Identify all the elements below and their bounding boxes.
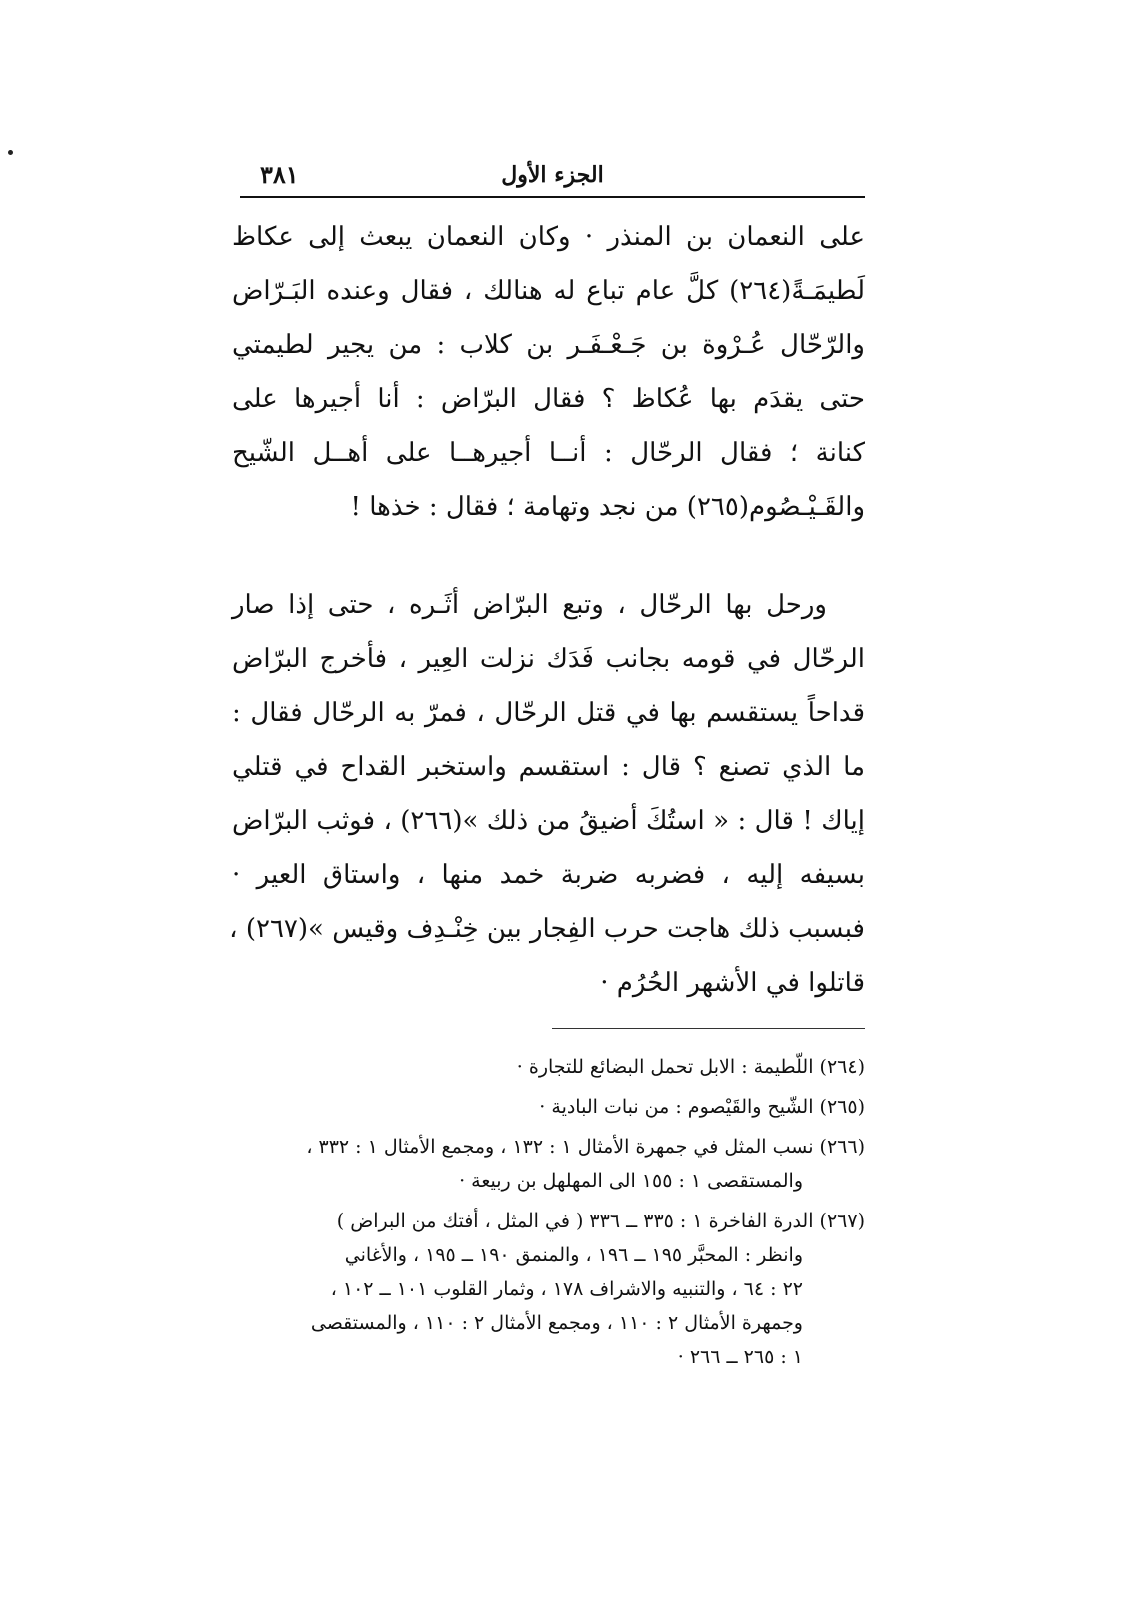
text-line: الرحّال في قومه بجانب فَدَك نزلت العِير ، فأخرج البرّاض [232,644,865,674]
text-line: حتى يقدَم بها عُكاظ ؟ فقال البرّاض : أنا أجيرها على [232,384,865,414]
text-line: قداحاً يستقسم بها في قتل الرحّال ، فمرّ به الرحّال فقال : [232,698,865,728]
footnote-265 [238,1090,865,1124]
running-header [240,160,865,194]
footnote-line: وانظر : المحبَّر ١٩٥ ــ ١٩٦ ، والمنمق ١٩٠ ــ ١٩٥ ، والأغاني [344,1244,803,1266]
text-line: إياك ! قال : « استُكَ أضيقُ من ذلك »(٢٦٦) ، فوثب البرّاض [232,806,865,836]
text-line: بسيفه إليه ، فضربه ضربة خمد منها ، واستاق العير · [232,860,865,890]
page-number: ٣٨١ [260,160,299,189]
text-line: قاتلوا في الأشهر الحُرُم · [600,968,865,998]
footnote-line: ٢٢ : ٦٤ ، والتنبيه والاشراف ١٧٨ ، وثمار القلوب ١٠١ ــ ١٠٢ ، [330,1278,803,1300]
footnote-line: (٢٦٥) الشّيح والقَيْصوم : من نبات البادية · [539,1096,865,1118]
text-line: كنانة ؛ فقال الرحّال : أنــا أجيرهــا على أهــل الشّيح [232,438,865,468]
footnote-rule [552,1028,865,1029]
footnote-267 [238,1204,865,1374]
footnotes [238,1050,865,1380]
footnote-line: والمستقصى ١ : ١٥٥ الى المهلهل بن ربيعة · [459,1170,803,1192]
footnote-line: وجمهرة الأمثال ٢ : ١١٠ ، ومجمع الأمثال ٢ : ١١٠ ، والمستقصى [310,1312,803,1334]
footnote-266 [238,1130,865,1198]
footnote-line: (٢٦٦) نسب المثل في جمهرة الأمثال ١ : ١٣٢ ، ومجمع الأمثال ١ : ٣٣٢ ، [306,1136,865,1158]
text-line: لَطيمَـةً(٢٦٤) كلَّ عام تباع له هنالك ، فقال وعنده البَـرّاض [232,276,865,306]
header-rule [240,196,865,198]
footnote-line: ١ : ٢٦٥ ــ ٢٦٦ · [677,1346,803,1368]
paragraph-2 [229,578,865,1010]
paragraph-1 [232,210,865,534]
footnote-line: (٢٦٧) الدرة الفاخرة ١ : ٣٣٥ ــ ٣٣٦ ( في المثل ، أفتك من البراض ) [336,1210,865,1232]
scan-speck [8,150,13,155]
text-line: فبسبب ذلك هاجت حرب الفِجار بين خِنْـدِف وقيس »(٢٦٧) ، [229,914,865,944]
running-title: الجزء الأول [501,162,604,188]
text-line: ما الذي تصنع ؟ قال : استقسم واستخبر القداح في قتلي [232,752,865,782]
footnote-264 [238,1050,865,1084]
text-line: والرّحّال عُـرْوة بن جَـعْـفَـر بن كلاب : من يجير لطيمتي [232,330,865,360]
text-line: ورحل بها الرحّال ، وتبع البرّاض أثَـره ، حتى إذا صار [232,590,827,620]
footnote-line: (٢٦٤) اللّطيمة : الابل تحمل البضائع للتجارة · [516,1056,865,1078]
text-line: على النعمان بن المنذر · وكان النعمان يبعث إلى عكاظ [232,222,865,252]
text-line: والقَـيْـصُوم(٢٦٥) من نجد وتهامة ؛ فقال : خذها ! [350,492,865,522]
